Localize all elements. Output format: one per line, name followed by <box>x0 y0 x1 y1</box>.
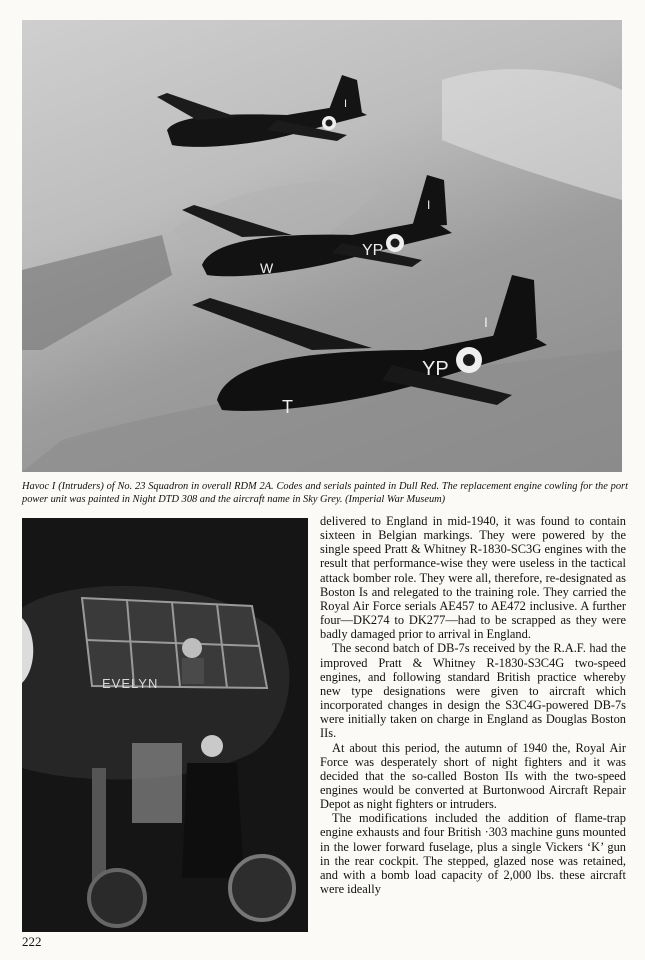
svg-text:W: W <box>260 260 274 276</box>
svg-text:YP: YP <box>362 242 384 259</box>
body-paragraph: The modifications included the addition of flame-trap engine exhausts and four British ·303 machine guns mounted in the lower forward fuselage, plus a single Vickers ‘K’ gun in the rear cockpit. The stepped, glazed nose was retained, and with a bomb load capacity of 2,000 lbs. these aircraft were ideally <box>320 811 626 897</box>
svg-text:I: I <box>427 198 431 212</box>
body-paragraph: At about this period, the autumn of 1940 the, Royal Air Force was desperately short of night fighters and it was decided that the so-called Boston IIs with the two-speed engines would be converted at Burtonwood Aircraft Repair Depot as night fighters or intruders. <box>320 740 626 812</box>
caption-credit: (Imperial War Museum) <box>345 494 446 505</box>
photo-havoc-formation <box>22 20 622 472</box>
svg-text:I: I <box>484 314 488 330</box>
svg-text:T: T <box>282 397 293 417</box>
svg-text:YP: YP <box>422 358 449 380</box>
body-text-column <box>320 514 626 896</box>
nose-illustration <box>22 518 308 932</box>
formation-illustration <box>22 20 622 472</box>
figure-caption <box>22 480 628 506</box>
page-number: 222 <box>22 934 42 949</box>
svg-text:I: I <box>344 98 348 110</box>
body-paragraph: The second batch of DB-7s received by the R.A.F. had the improved Pratt & Whitney R-1830-S3C4G two-speed engines, and following standard British practice whereby new type designations were given to aircraft which incorporated changes in design the S3C4G-powered DB-7s were initially taken on charge in England as Douglas Boston IIs. <box>320 641 626 741</box>
body-paragraph: delivered to England in mid-1940, it was found to contain sixteen in Belgian markings. They were powered by the single speed Pratt & Whitney R-1830-SC3G engines with the result that performance-wise they were useless in the tactical attack bomber role. They were all, therefore, re-designated as Boston Is and relegated to the training role. They carried the Royal Air Force serials AE457 to AE472 inclusive. A further four—DK274 to DK277—had to be scrapped as they were badly damaged prior to arrival in England. <box>320 514 626 642</box>
svg-text:EVELYN: EVELYN <box>102 676 159 691</box>
caption-text: Havoc I (Intruders) of No. 23 Squadron in overall RDM 2A. Codes and serials painted in Dull Red. The replacement engine cowling for the port power unit was painted in Night DTD 308 and the aircraft name in Sky Grey. <box>22 481 628 505</box>
photo-aircraft-nose <box>22 518 308 932</box>
